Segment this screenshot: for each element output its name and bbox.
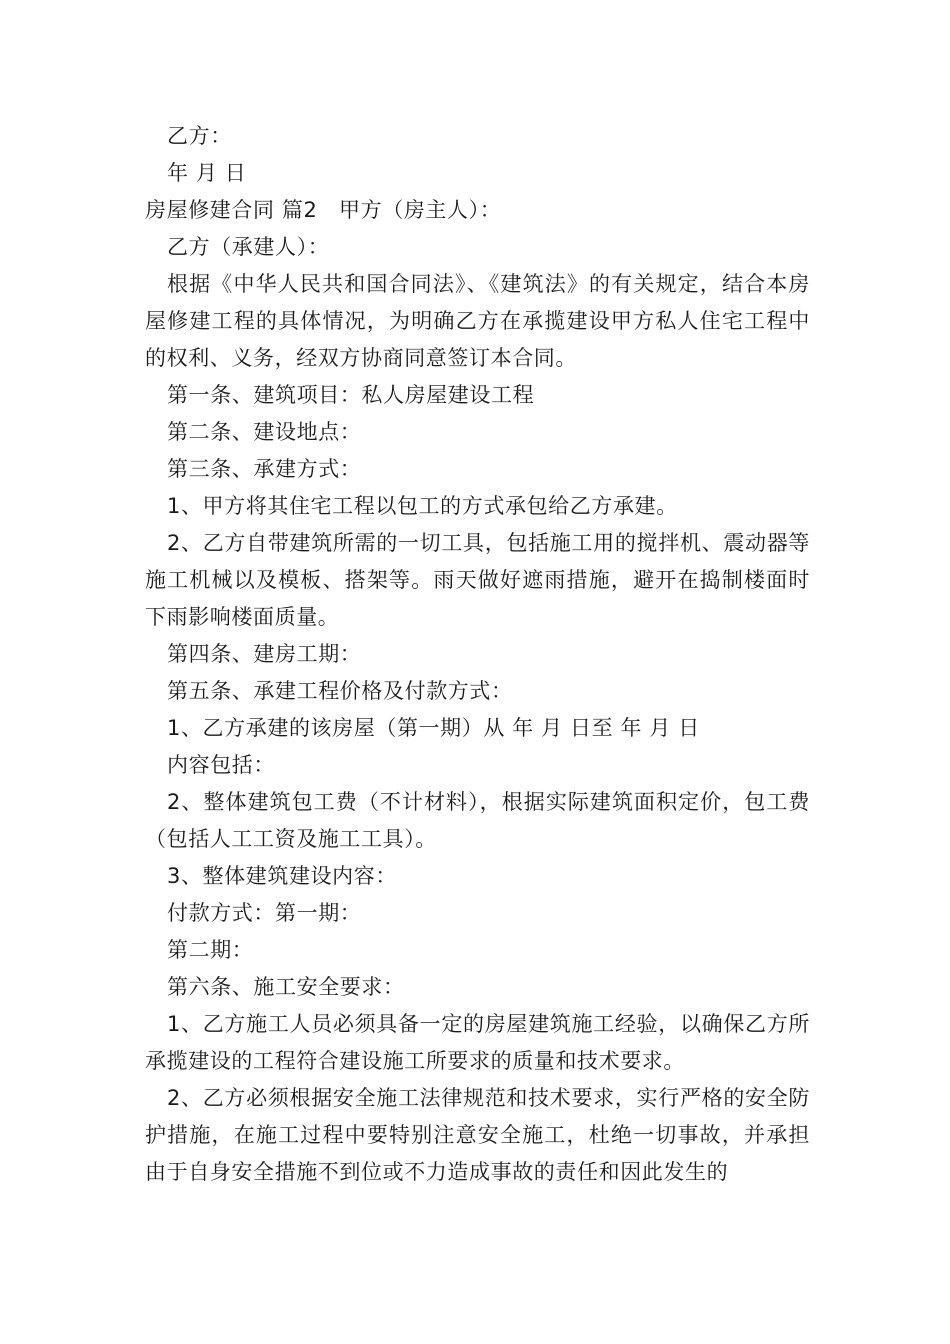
paragraph-payment-phase-2: 第二期： <box>167 938 254 962</box>
paragraph-article-3-item-2: 2、乙方自带建筑所需的一切工具，包括施工用的搅拌机、震动器等施工机械以及模板、搭架等。雨天做好遮雨措施，避开在捣制楼面时下雨影响楼面质量。 <box>145 531 810 629</box>
paragraph-article-4: 第四条、建房工期： <box>167 642 362 666</box>
paragraph-date: 年 月 日 <box>167 161 247 185</box>
paragraph-party-b: 乙方： <box>167 124 232 148</box>
paragraph-article-3: 第三条、承建方式： <box>167 457 362 481</box>
paragraph-article-6-item-1: 1、乙方施工人员必须具备一定的房屋建筑施工经验，以确保乙方所承揽建设的工程符合建设施工所要求的质量和技术要求。 <box>145 1012 810 1073</box>
paragraph-preamble: 根据《中华人民共和国合同法》、《建筑法》的有关规定，结合本房屋修建工程的具体情况，为明确乙方在承揽建设甲方私人住宅工程中的权利、义务，经双方协商同意签订本合同。 <box>145 272 810 370</box>
paragraph-article-5-item-3: 3、整体建筑建设内容： <box>167 864 397 888</box>
paragraph-content-includes: 内容包括： <box>167 753 275 777</box>
paragraph-contractor: 乙方（承建人）： <box>167 235 330 259</box>
paragraph-article-6-item-2: 2、乙方必须根据安全施工法律规范和技术要求，实行严格的安全防护措施，在施工过程中要特别注意安全施工，杜绝一切事故，并承担由于自身安全措施不到位或不力造成事故的责任和因此发生的 <box>145 1086 810 1184</box>
paragraph-article-6: 第六条、施工安全要求： <box>167 975 405 999</box>
paragraph-article-5: 第五条、承建工程价格及付款方式： <box>167 679 513 703</box>
document-body <box>145 118 810 1191</box>
paragraph-article-5-item-1: 1、乙方承建的该房屋（第一期）从 年 月 日至 年 月 日 <box>167 716 700 740</box>
paragraph-payment-phase-1: 付款方式：第一期： <box>167 901 362 925</box>
paragraph-article-5-item-2: 2、整体建筑包工费（不计材料），根据实际建筑面积定价，包工费 （包括人工工资及施工工具）。 <box>145 790 810 851</box>
paragraph-contract-title: 房屋修建合同 篇2 甲方（房主人）： <box>145 198 502 222</box>
paragraph-article-3-item-1: 1、甲方将其住宅工程以包工的方式承包给乙方承建。 <box>167 494 678 518</box>
paragraph-article-1: 第一条、建筑项目：私人房屋建设工程 <box>167 383 535 407</box>
paragraph-article-2: 第二条、建设地点： <box>167 420 362 444</box>
